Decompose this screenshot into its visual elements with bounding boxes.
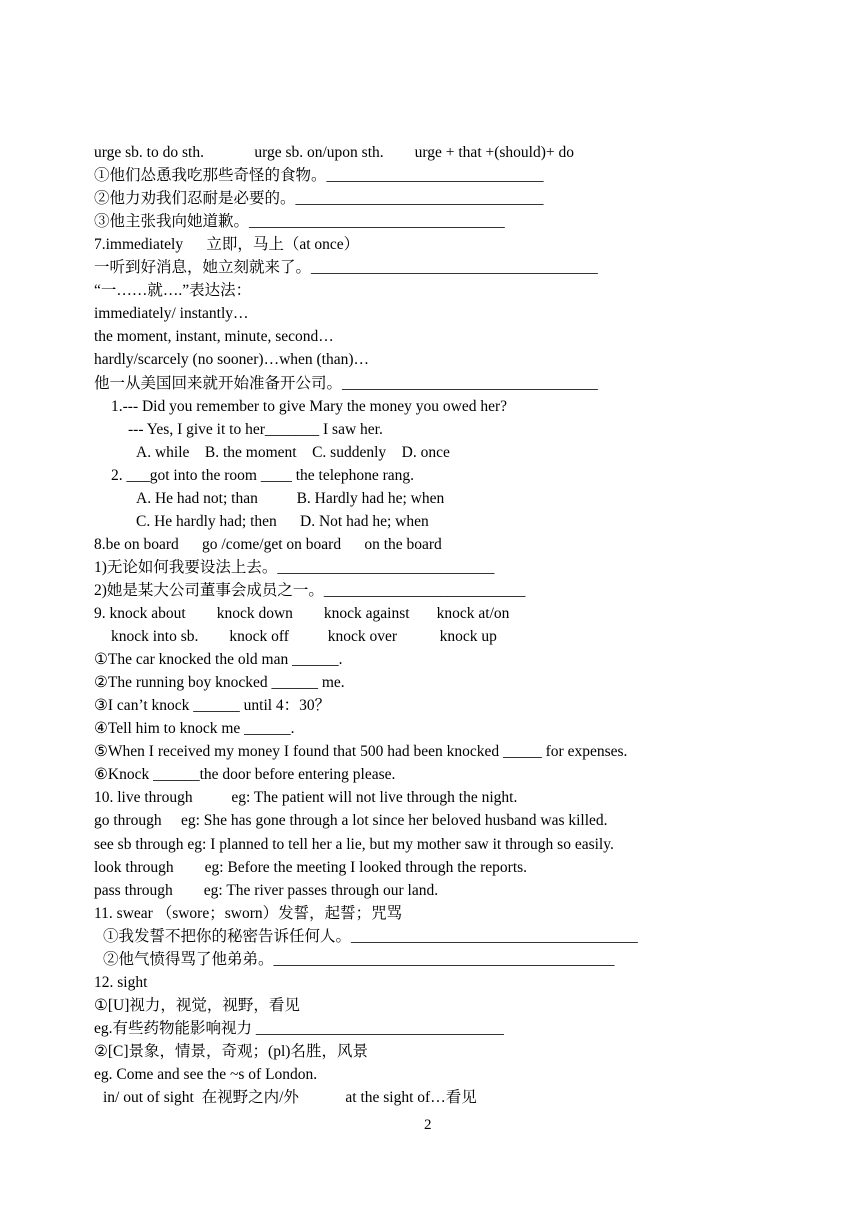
text-line: ④Tell him to knock me ______.: [94, 720, 295, 738]
page-number: 2: [424, 1117, 432, 1133]
text-line: 8.be on board go /come/get on board on the board: [94, 535, 442, 553]
text-line: A. while B. the moment C. suddenly D. once: [136, 443, 450, 461]
text-line: hardly/scarcely (no sooner)…when (than)…: [94, 351, 370, 369]
text-line: 他一从美国回来就开始准备开公司。_________________________________: [94, 374, 598, 392]
text-line: 2. ___got into the room ____ the telephone rang.: [111, 466, 415, 484]
text-line: 2)她是某大公司董事会成员之一。__________________________: [94, 581, 526, 599]
text-line: ②他气愤得骂了他弟弟。____________________________________________: [103, 950, 615, 968]
text-line: eg.有些药物能影响视力 ________________________________: [94, 1019, 504, 1037]
text-line: 9. knock about knock down knock against knock at/on: [94, 605, 510, 622]
text-line: ①我发誓不把你的秘密告诉任何人。_____________________________________: [103, 927, 638, 945]
text-line: 7.immediately 立即，马上（at once）: [94, 236, 360, 254]
text-line: ②The running boy knocked ______ me.: [94, 674, 345, 692]
text-line: A. He had not; than B. Hardly had he; when: [136, 489, 445, 507]
text-line: ①他们怂恿我吃那些奇怪的食物。____________________________: [94, 167, 544, 185]
text-line: pass through eg: The river passes through our land.: [94, 881, 439, 899]
text-line: go through eg: She has gone through a lot since her beloved husband was killed.: [94, 812, 608, 830]
text-line: ②[C]景象，情景，奇观；(pl)名胜，风景: [94, 1042, 368, 1060]
text-line: 10. live through eg: The patient will not live through the night.: [94, 789, 518, 807]
text-line: immediately/ instantly…: [94, 305, 249, 323]
text-line: C. He hardly had; then D. Not had he; when: [136, 512, 429, 530]
text-line: 12. sight: [94, 973, 148, 991]
text-line: 1.--- Did you remember to give Mary the money you owed her?: [111, 397, 507, 415]
text-line: in/ out of sight 在视野之内/外 at the sight of…看见: [103, 1089, 477, 1107]
text-line: ③I can’t knock ______ until 4：30？: [94, 697, 331, 715]
text-line: the moment, instant, minute, second…: [94, 328, 334, 346]
text-line: see sb through eg: I planned to tell her a lie, but my mother saw it through so easily.: [94, 835, 614, 853]
text-line: ①[U]视力，视觉，视野，看见: [94, 996, 300, 1014]
text-line: look through eg: Before the meeting I looked through the reports.: [94, 858, 528, 876]
text-line: ⑥Knock ______the door before entering please.: [94, 766, 396, 784]
text-line: ①The car knocked the old man ______.: [94, 651, 343, 669]
text-line: --- Yes, I give it to her_______ I saw her.: [128, 420, 383, 438]
text-line: knock into sb. knock off knock over knock up: [111, 628, 497, 646]
text-line: “一……就….”表达法：: [94, 282, 252, 300]
text-line: 一听到好消息，她立刻就来了。_____________________________________: [94, 259, 598, 277]
text-line: urge sb. to do sth. urge sb. on/upon sth. urge + that +(should)+ do: [94, 144, 575, 161]
text-line: ②他力劝我们忍耐是必要的。________________________________: [94, 190, 544, 208]
text-line: 1)无论如何我要设法上去。____________________________: [94, 558, 495, 576]
text-line: ③他主张我向她道歉。_________________________________: [94, 213, 505, 231]
text-line: eg. Come and see the ~s of London.: [94, 1066, 318, 1083]
text-line: ⑤When I received my money I found that 500 had been knocked _____ for expenses.: [94, 743, 628, 761]
text-line: 11. swear （swore；sworn）发誓，起誓；咒骂: [94, 904, 403, 922]
